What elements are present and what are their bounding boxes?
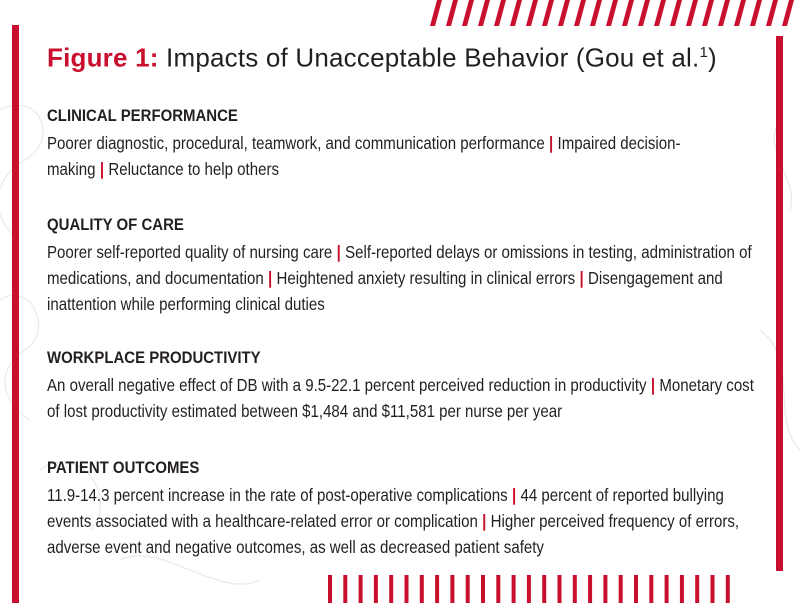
section-heading: WORKPLACE PRODUCTIVITY: [47, 348, 261, 367]
stripe: [649, 575, 653, 603]
stripe: [526, 0, 538, 26]
stripe: [430, 0, 442, 26]
section-workplace-productivity: [47, 346, 800, 424]
stripe: [510, 0, 522, 26]
section-clinical-performance: [47, 104, 800, 182]
impact-item: Impaired decision-making: [47, 133, 681, 179]
stripe: [670, 0, 682, 26]
stripe: [606, 0, 618, 26]
stripe: [542, 0, 554, 26]
figure-label: Figure 1:: [47, 42, 159, 73]
stripe: [782, 0, 794, 26]
item-separator: |: [336, 242, 341, 262]
stripe: [734, 0, 746, 26]
impact-item: 44 percent of reported bullying events associated with a healthcare-related error or complication: [47, 485, 724, 531]
figure-title: [47, 36, 762, 75]
stripe: [446, 0, 458, 26]
stripe: [590, 0, 602, 26]
stripe: [328, 575, 332, 603]
stripe: [343, 575, 347, 603]
figure-title-text: Impacts of Unacceptable Behavior (Gou et al.: [166, 42, 700, 73]
stripe: [435, 575, 439, 603]
section-body: [47, 130, 762, 182]
item-separator: |: [549, 133, 554, 153]
stripe: [374, 575, 378, 603]
stripe: [588, 575, 592, 603]
stripe: [603, 575, 607, 603]
stripe: [750, 0, 762, 26]
impact-item: Heightened anxiety resulting in clinical errors: [276, 268, 576, 288]
stripe: [680, 575, 684, 603]
section-heading: QUALITY OF CARE: [47, 215, 184, 234]
section-quality-of-care: [47, 213, 800, 317]
stripe: [695, 575, 699, 603]
stripe: [542, 575, 546, 603]
left-accent-bar: [12, 25, 19, 603]
stripe: [766, 0, 778, 26]
impact-item: Poorer self-reported quality of nursing care: [47, 242, 333, 262]
stripe: [634, 575, 638, 603]
impact-item: 11.9-14.3 percent increase in the rate of post-operative complications: [47, 485, 508, 505]
stripe: [718, 0, 730, 26]
stripe: [494, 0, 506, 26]
stripe: [389, 575, 393, 603]
stripe: [619, 575, 623, 603]
figure-panel: [47, 36, 762, 557]
item-separator: |: [650, 375, 656, 395]
stripe: [654, 0, 666, 26]
stripe: [512, 575, 516, 603]
stripe: [496, 575, 500, 603]
stripe: [558, 0, 570, 26]
item-separator: |: [579, 268, 584, 288]
stripe: [420, 575, 424, 603]
impact-item: Higher perceived frequency of errors, adverse event and negative outcomes, as well as decreased patient safety: [47, 511, 740, 557]
impact-item: Reluctance to help others: [108, 159, 280, 179]
stripe: [702, 0, 714, 26]
stripe: [573, 575, 577, 603]
stripe: [527, 575, 531, 603]
bottom-stripe-decoration: [320, 575, 740, 603]
stripe: [405, 575, 409, 603]
top-stripe-decoration: [420, 0, 800, 26]
stripe: [622, 0, 634, 26]
item-separator: |: [267, 268, 273, 288]
stripe: [450, 575, 454, 603]
citation-mark: 1: [699, 44, 708, 61]
stripe: [574, 0, 586, 26]
stripe: [478, 0, 490, 26]
item-separator: |: [482, 511, 487, 531]
stripe: [726, 575, 730, 603]
stripe: [359, 575, 363, 603]
stripe: [481, 575, 485, 603]
stripe: [466, 575, 470, 603]
stripe: [711, 575, 715, 603]
stripe: [638, 0, 650, 26]
section-body: [47, 239, 762, 317]
item-separator: |: [511, 485, 517, 505]
section-patient-outcomes: [47, 456, 800, 560]
figure-title-close: ): [708, 42, 717, 73]
impact-item: Poorer diagnostic, procedural, teamwork, and communication performance: [47, 133, 545, 153]
stripe: [686, 0, 698, 26]
section-body: [47, 372, 762, 424]
impact-item: An overall negative effect of DB with a 9.5-22.1 percent perceived reduction in productivity: [47, 375, 647, 395]
stripe: [665, 575, 669, 603]
stripe: [558, 575, 562, 603]
stripe: [462, 0, 474, 26]
impact-item: Disengagement and inattention while performing clinical duties: [47, 268, 723, 314]
section-heading: CLINICAL PERFORMANCE: [47, 106, 238, 125]
item-separator: |: [99, 159, 105, 179]
section-heading: PATIENT OUTCOMES: [47, 458, 200, 477]
impact-item: Monetary cost of lost productivity estimated between $1,484 and $11,581 per nurse per year: [47, 375, 754, 421]
impact-item: Self-reported delays or omissions in testing, administration of medications, and documentation: [47, 242, 752, 288]
section-body: [47, 482, 762, 560]
